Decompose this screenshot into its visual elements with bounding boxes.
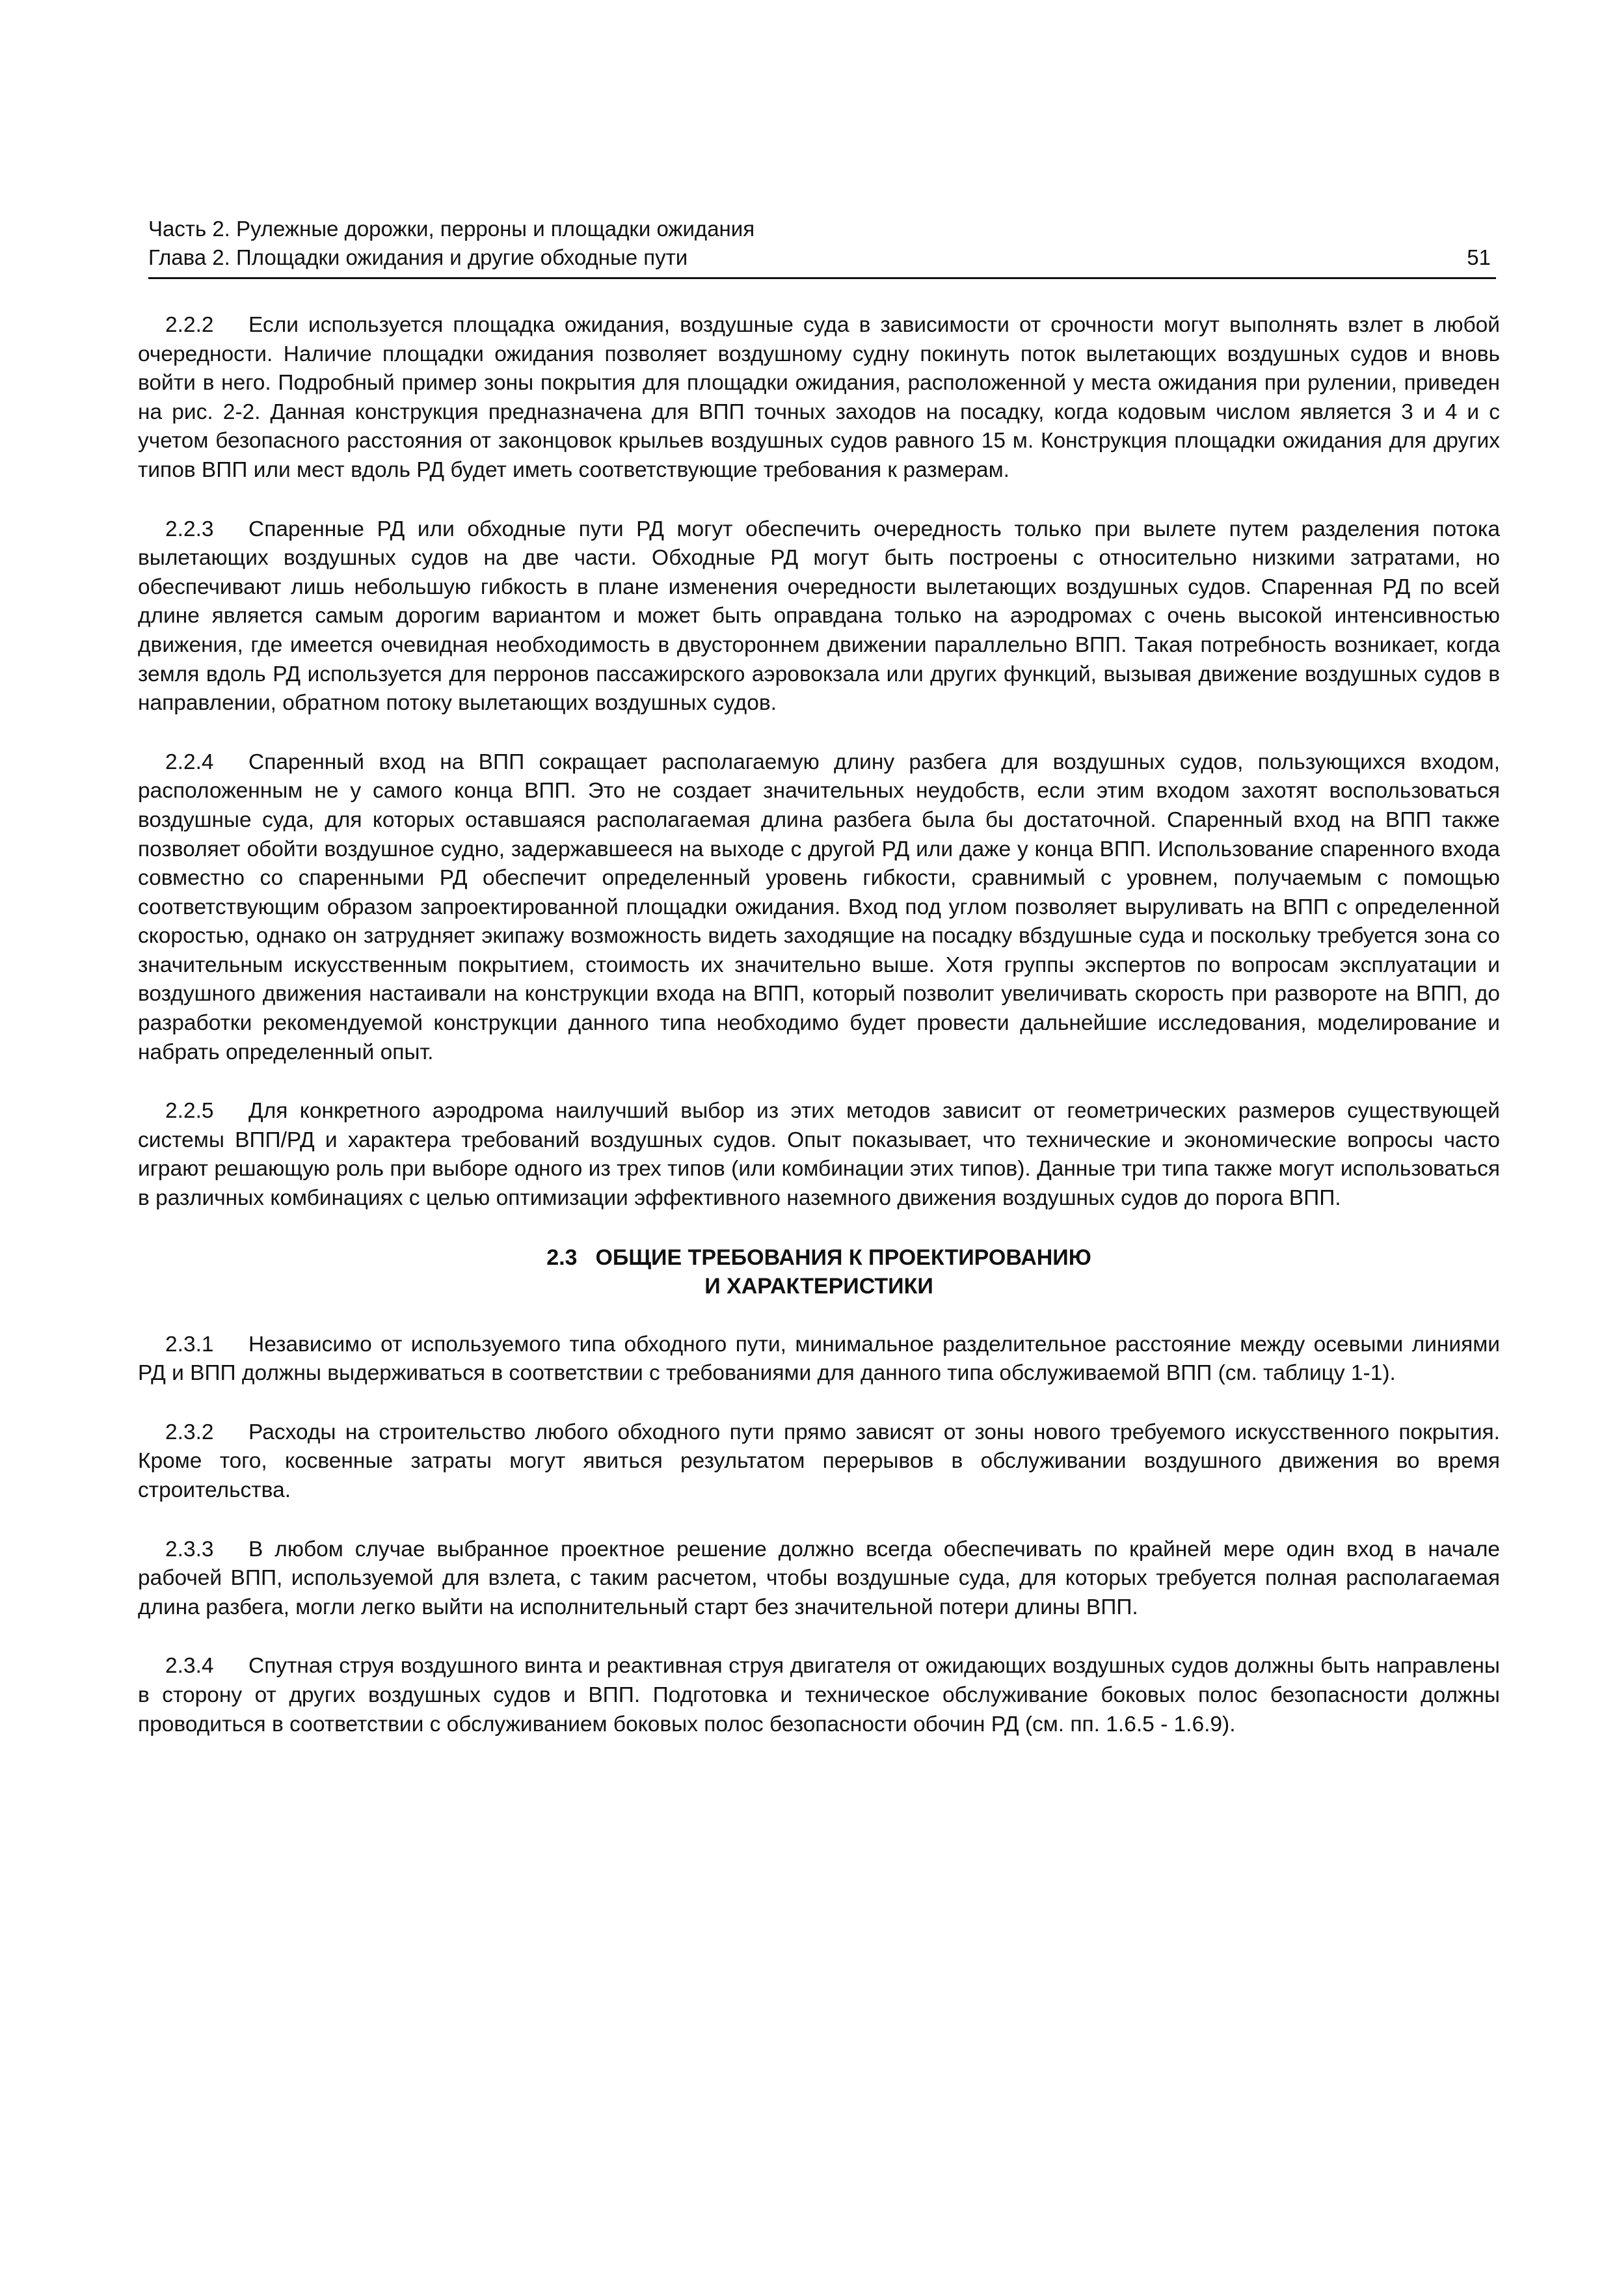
paragraph-number: 2.2.5 xyxy=(165,1099,214,1124)
paragraph-text: Спутная струя воздушного винта и реактивная струя двигателя от ожидающих воздушных судов должны быть направлены в сторону от других воздушных судов и ВПП. Подготовка и техническое обслуживание боковых полос безопасности должны проводиться в соответствии с обслуживанием боковых полос безопасности обочин РД (см. пп. 1.6.5 - 1.6.9). xyxy=(138,1654,1500,1736)
paragraph-number: 2.2.3 xyxy=(165,517,214,541)
section-number: 2.3 xyxy=(546,1245,578,1270)
paragraph xyxy=(138,1330,1500,1388)
paragraph-number: 2.2.2 xyxy=(165,313,214,337)
paragraph xyxy=(138,1418,1500,1506)
header-chapter-line: Глава 2. Площадки ожидания и другие обходные пути xyxy=(148,245,688,269)
paragraph xyxy=(138,1535,1500,1623)
paragraph-text: Если используется площадка ожидания, воздушные суда в зависимости от срочности могут выполнять взлет в любой очередности. Наличие площадки ожидания позволяет воздушному судну покинуть поток вылетающих воздушных судов и вновь войти в него. Подробный пример зоны покрытия для площадки ожидания, расположенной у места ожидания при рулении, приведен на рис. 2-2. Данная конструкция предназначена для ВПП точных заходов на посадку, когда кодовым числом является 3 и 4 и с учетом безопасного расстояния от законцовок крыльев воздушных судов равного 15 м. Конструкция площадки ожидания для других типов ВПП или мест вдоль РД будет иметь соответствующие требования к размерам. xyxy=(138,313,1500,482)
paragraph-text: Спаренные РД или обходные пути РД могут обеспечить очередность только при вылете путем разделения потока вылетающих воздушных судов на две части. Обходные РД могут быть построены с относительно низкими затратами, но обеспечивают лишь небольшую гибкость в плане изменения очередности вылетающих воздушных судов. Спаренная РД по всей длине является самым дорогим вариантом и может быть оправдана только на аэродромах с очень высокой интенсивностью движения, где имеется очевидная необходимость в двустороннем движении параллельно ВПП. Такая потребность возникает, когда земля вдоль РД используется для перронов пассажирского аэровокзала или других функций, вызывая движение воздушных судов в направлении, обратном потоку вылетающих воздушных судов. xyxy=(138,517,1500,716)
paragraph-text: Независимо от используемого типа обходного пути, минимальное разделительное расстояние между осевыми линиями РД и ВПП должны выдерживаться в соответствии с требованиями для данного типа обслуживаемой ВПП (см. таблицу 1-1). xyxy=(138,1332,1500,1386)
paragraph-text: Расходы на строительство любого обходного пути прямо зависят от зоны нового требуемого искусственного покрытия. Кроме того, косвенные затраты могут явиться результатом перерывов в обслуживании воздушного движения во время строительства. xyxy=(138,1420,1500,1502)
paragraphs-2-2 xyxy=(138,311,1500,1213)
section-heading xyxy=(138,1243,1500,1301)
paragraphs-2-3 xyxy=(138,1330,1500,1740)
paragraph xyxy=(138,311,1500,485)
page-number: 51 xyxy=(1467,245,1491,269)
paragraph-number: 2.3.4 xyxy=(165,1654,214,1679)
paragraph-number: 2.3.3 xyxy=(165,1537,214,1561)
paragraph-number: 2.2.4 xyxy=(165,750,214,774)
paragraph-text: В любом случае выбранное проектное решение должно всегда обеспечивать по крайней мере один вход в начале рабочей ВПП, используемой для взлета, с таким расчетом, чтобы воздушные суда, для которых требуется полная располагаемая длина разбега, могли легко выйти на исполнительный старт без значительной потери длины ВПП. xyxy=(138,1537,1500,1619)
section-title-line2: И ХАРАКТЕРИСТИКИ xyxy=(704,1273,933,1299)
document-body xyxy=(138,311,1500,1769)
running-header xyxy=(148,215,1496,272)
paragraph-number: 2.3.2 xyxy=(165,1420,214,1444)
paragraph-text: Спаренный вход на ВПП сокращает располагаемую длину разбега для воздушных судов, пользующихся входом, расположенным не у самого конца ВПП. Это не создает значительных неудобств, если этим входом захотят воспользоваться воздушные суда, для которых оставшаяся располагаемая длина разбега была бы достаточной. Спаренный вход на ВПП также позволяет обойти воздушное судно, задержавшееся на выходе с другой РД или даже у конца ВПП. Использование спаренного входа совместно со спаренными РД обеспечит определенный уровень гибкости, сравнимый с уровнем, получаемым с помощью соответствующим образом запроектированной площадки ожидания. Вход под углом позволяет выруливать на ВПП с определенной скоростью, однако он затрудняет экипажу возможность видеть заходящие на посадку вбздушные суда и поскольку требуется зона со значительным искусственным покрытием, стоимость их значительно выше. Хотя группы экспертов по вопросам эксплуатации и воздушного движения настаивали на конструкции входа на ВПП, который позволит увеличивать скорость при развороте на ВПП, до разработки рекомендуемой конструкции данного типа необходимо будет провести дальнейшие исследования, моделирование и набрать определенный опыт. xyxy=(138,750,1500,1064)
paragraph xyxy=(138,748,1500,1068)
paragraph xyxy=(138,1097,1500,1213)
paragraph xyxy=(138,515,1500,718)
header-part-line: Часть 2. Рулежные дорожки, перроны и площадки ожидания xyxy=(148,217,755,241)
paragraph-number: 2.3.1 xyxy=(165,1332,214,1357)
header-divider xyxy=(148,277,1496,279)
section-title-line1: ОБЩИЕ ТРЕБОВАНИЯ К ПРОЕКТИРОВАНИЮ xyxy=(595,1245,1091,1270)
paragraph-text: Для конкретного аэродрома наилучший выбор из этих методов зависит от геометрических размеров существующей системы ВПП/РД и характера требований воздушных судов. Опыт показывает, что технические и экономические вопросы часто играют решающую роль при выборе одного из трех типов (или комбинации этих типов). Данные три типа также могут использоваться в различных комбинациях с целью оптимизации эффективного наземного движения воздушных судов до порога ВПП. xyxy=(138,1099,1500,1211)
paragraph xyxy=(138,1652,1500,1739)
